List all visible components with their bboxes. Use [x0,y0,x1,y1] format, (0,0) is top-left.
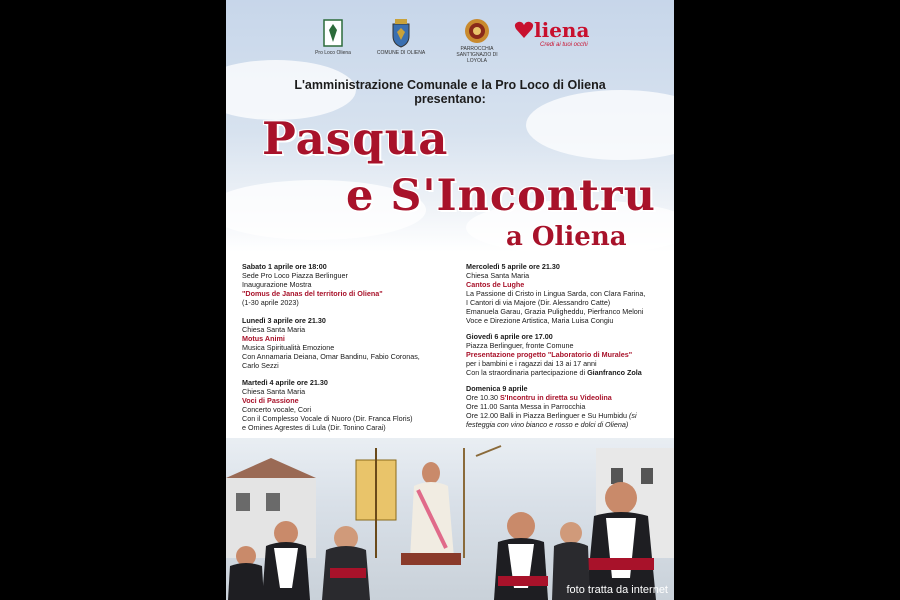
event-line: Chiesa Santa Maria [242,387,306,396]
event-thursday [466,332,671,377]
event-heading: Mercoledì 5 aprile ore 21.30 [466,262,560,271]
guest-name: Gianfranco Zola [587,368,642,377]
event-highlight: S'Incontru in diretta su Videolina [499,393,612,402]
comune-label: COMUNE DI OLIENA [376,50,426,56]
event-line: Con il Complesso Vocale di Nuoro (Dir. Franca Floris) [242,414,413,423]
event-line: La Passione di Cristo in Lingua Sarda, con Clara Farina, [466,289,646,298]
event-line: Chiesa Santa Maria [466,271,530,280]
event-line-text: Con la straordinaria partecipazione di [466,368,588,377]
event-highlight: Presentazione progetto "Laboratorio di Murales" [466,350,633,359]
event-line: Carlo Sezzi [242,361,279,370]
event-line-italic: (si [629,411,637,420]
event-heading: Martedì 4 aprile ore 21.30 [242,378,328,387]
procession-artwork [226,438,674,600]
photo-credit: foto tratta da internet [566,584,668,596]
intro-line-2: presentano: [414,92,486,106]
parrocchia-logo [448,18,506,64]
event-heading: Sabato 1 aprile ore 18:00 [242,262,327,271]
pro-loco-icon [322,18,344,48]
event-line: Chiesa Santa Maria [242,325,306,334]
oliena-tagline: Credi ai tuoi occhi [540,42,588,48]
title-pasqua: Pasqua [262,112,449,165]
oliena-brand-text: liena [534,18,590,42]
event-wednesday [466,262,671,325]
event-tuesday [242,378,447,432]
event-line [466,411,671,420]
intro-line-1: L'amministrazione Comunale e la Pro Loco di Oliena [294,78,606,92]
event-line: e Omines Agrestes di Lula (Dir. Tonino Carai) [242,423,386,432]
comune-logo [376,18,426,56]
event-line: festeggia con vino bianco e rosso e dolci di Oliena) [466,420,629,429]
event-line: (1-30 aprile 2023) [242,298,299,307]
event-line: Ore 11.00 Santa Messa in Parrocchia [466,402,586,411]
event-highlight: "Domus de Janas del territorio di Oliena" [242,289,383,298]
title-incontru: e S'Incontru [346,171,656,221]
event-line: I Cantori di via Majore (Dir. Alessandro Catte) [466,298,611,307]
event-line-text: Ore 10.30 [466,393,500,402]
event-poster [226,0,674,600]
event-line: Inaugurazione Mostra [242,280,312,289]
event-saturday [242,262,447,307]
event-highlight: Cantos de Lughe [466,280,525,289]
event-line: Musica Spiritualità Emozione [242,343,335,352]
intro-text [226,78,674,106]
event-heading: Giovedì 6 aprile ore 17.00 [466,332,553,341]
pro-loco-logo [308,18,358,56]
event-line: Sede Pro Loco Piazza Berlinguer [242,271,348,280]
event-highlight: Motus Animi [242,334,285,343]
event-line: Concerto vocale, Cori [242,405,312,414]
parish-seal-icon [464,18,490,44]
event-monday [242,316,447,370]
event-line [466,368,671,377]
event-line: Con Annamaria Deiana, Omar Bandinu, Fabio Coronas, [242,352,420,361]
event-line: Piazza Berlinguer, fronte Comune [466,341,574,350]
coat-of-arms-icon [390,18,412,48]
event-sunday [466,384,671,429]
event-line: Emanuela Garau, Grazia Puligheddu, Pierfranco Meloni [466,307,644,316]
event-line: Voce e Direzione Artistica, Maria Luisa Congiu [466,316,614,325]
logo-bar [226,18,674,66]
event-line [466,393,671,402]
heart-icon [514,21,534,39]
event-line-text: Ore 12.00 Balli in Piazza Berlinguer e Su Humbidu [466,411,630,420]
title-oliena: a Oliena [506,222,627,252]
oliena-logo [514,18,594,48]
event-heading: Domenica 9 aprile [466,384,528,393]
event-highlight: Voci di Passione [242,396,299,405]
parrocchia-label: PARROCCHIA SANT'IGNAZIO DI LOYOLA [456,46,498,64]
event-heading: Lunedì 3 aprile ore 21.30 [242,316,326,325]
procession-illustration [226,438,674,600]
pro-loco-label: Pro Loco Oliena [315,50,351,56]
event-line: per i bambini e i ragazzi dai 13 ai 17 anni [466,359,597,368]
